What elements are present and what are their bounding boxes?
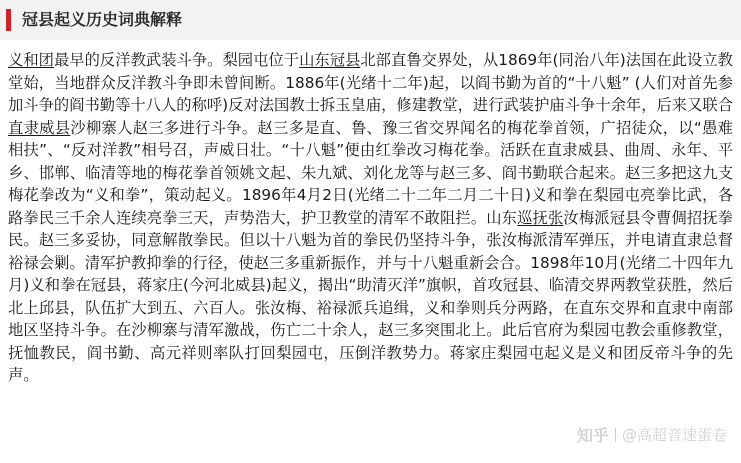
article-text-3: 沙柳寨人赵三多进行斗争。赵三多是直、鲁、豫三省交界闻名的梅花拳首领，广招徒众，以“愚难相扶”、“反对洋教”相号召，声威日壮。“十八魁”便由红拳改习梅花拳。活跃在直隶威县、曲周、永年、平乡、邯郸、临清等地的梅花拳首领姚文起、朱九斌、刘化龙等与赵三多、阎书勤联合起来。赵三多把这九支梅花拳改为“义和拳”，策动起义。1896年4月2日(光绪二十二年二月二十日)义和拳在梨园屯亮拳比武，各路拳民三千余人连续亮拳三天，声势浩大，护卫教堂的清军不敢阻拦。山东 xyxy=(8,118,733,227)
section-heading xyxy=(0,0,741,40)
watermark-divider xyxy=(615,428,616,442)
link-zhili-weixian[interactable]: 直隶威县 xyxy=(8,118,71,137)
article-text-4: 汝梅派冠县令曹倜招抚拳民。赵三多妥协，同意解散拳民。但以十八魁为首的拳民仍坚持斗争，张汝梅派清军弹压，并电请直隶总督裕禄会剿。清军护教抑拳的行径，使赵三多重新振作，并与十八魁重新会合。1898年10月(光绪二十四年九月)义和拳在冠县，蒋家庄(今河北威县)起义，揭出“助清灭洋”旗帜，首攻冠县、临清交界两教堂获胜，然后北上邱县，队伍扩大到五、六百人。张汝梅、裕禄派兵追缉，义和拳则兵分两路，在直东交界和直隶中南部地区坚持斗争。在沙柳寨与清军激战，伤亡二十余人，赵三多突围北上。此后官府为梨园屯教会重修教堂，抚恤教民，阎书勤、高元祥则率队打回梨园屯，压倒洋教势力。蒋家庄梨园屯起义是义和团反帝斗争的先声。 xyxy=(8,208,733,384)
link-xunfu-zhang[interactable]: 巡抚张 xyxy=(517,208,564,227)
article-text-2: 北部直鲁交界处，从1869年(同治八年)法国在此设立教堂始，当地群众反洋教斗争即未曾间断。1886年(光绪十二年)起，以阎书勤为首的“十八魁” (人们对首先参加斗争的阎书勤等十八人的称呼)反对法国教士拆玉皇庙，修建教堂，进行武装护庙斗争十余年，后来又联合 xyxy=(8,51,733,114)
heading-title: 冠县起义历史词典解释 xyxy=(22,10,183,29)
watermark-brand: 知乎 xyxy=(576,426,609,445)
zhihu-watermark xyxy=(577,423,727,446)
article-paragraph xyxy=(8,49,733,387)
link-yihetuan[interactable]: 义和团 xyxy=(8,51,54,69)
link-shandong-guanxian[interactable]: 山东冠县 xyxy=(299,51,361,69)
heading-accent-bar xyxy=(6,9,11,31)
article-text-1: 最早的反洋教武装斗争。梨园屯位于 xyxy=(53,51,300,69)
watermark-author: @高超音速蛋卷 xyxy=(621,426,727,444)
